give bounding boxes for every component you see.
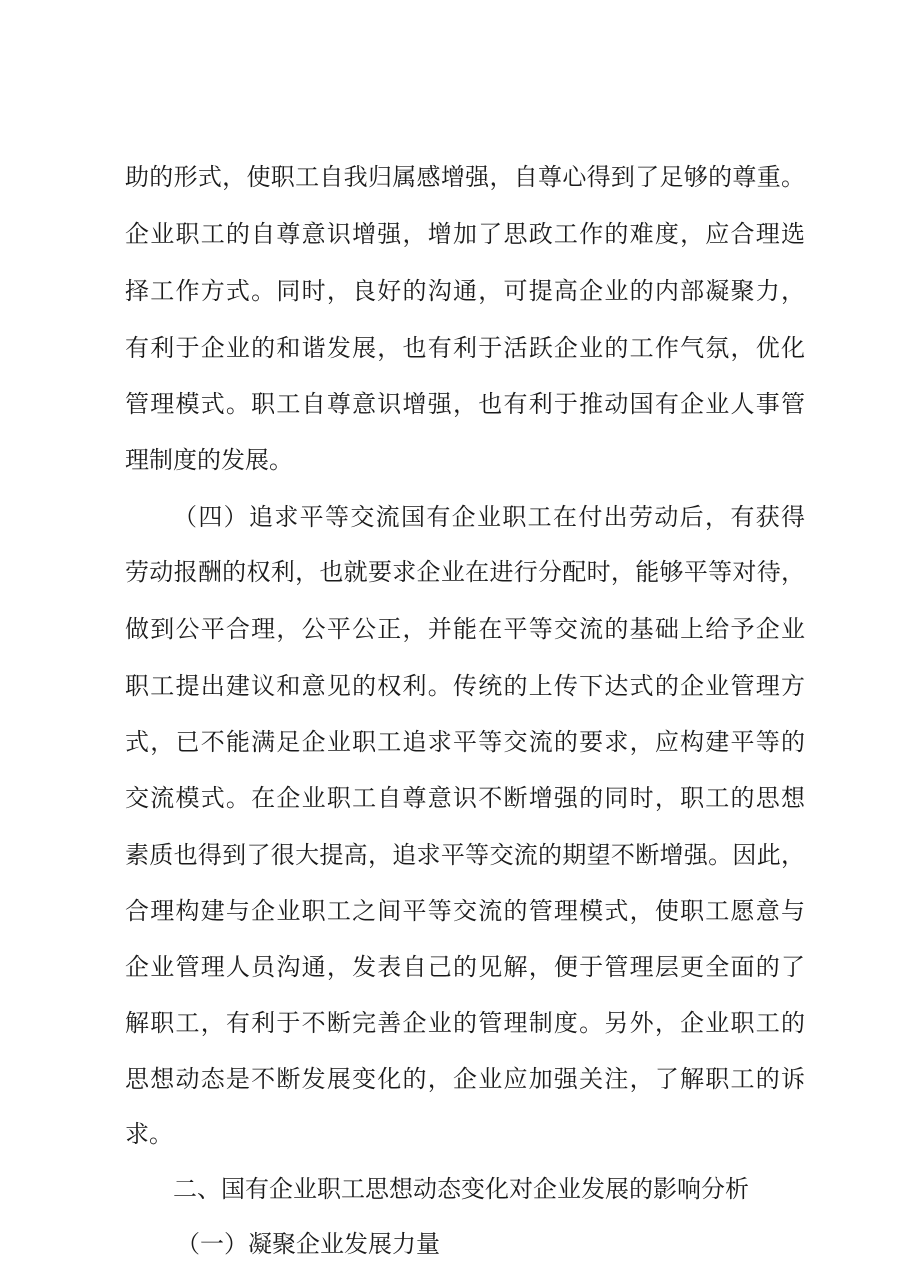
- paragraph-line: （四）追求平等交流国有企业职工在付出劳动后，有获得: [173, 503, 805, 531]
- subsection-heading: （一）凝聚企业发展力量: [176, 1230, 440, 1258]
- paragraph-line: 企业职工的自尊意识增强，增加了思政工作的难度，应合理选: [125, 220, 805, 248]
- paragraph-line: 理制度的发展。: [125, 446, 293, 474]
- paragraph-line: 做到公平合理，公平公正，并能在平等交流的基础上给予企业: [125, 615, 805, 643]
- paragraph-line: 素质也得到了很大提高，追求平等交流的期望不断增强。因此，: [125, 841, 805, 869]
- paragraph-line: 式，已不能满足企业职工追求平等交流的要求，应构建平等的: [125, 728, 805, 756]
- paragraph-line: 职工提出建议和意见的权利。传统的上传下达式的企业管理方: [125, 672, 805, 700]
- paragraph-line: 企业管理人员沟通，发表自己的见解，便于管理层更全面的了: [125, 953, 805, 981]
- paragraph-line: 有利于企业的和谐发展，也有利于活跃企业的工作气氛，优化: [125, 334, 805, 362]
- paragraph-line: 管理模式。职工自尊意识增强，也有利于推动国有企业人事管: [125, 390, 805, 418]
- paragraph-line: 交流模式。在企业职工自尊意识不断增强的同时，职工的思想: [125, 784, 805, 812]
- paragraph-line: 合理构建与企业职工之间平等交流的管理模式，使职工愿意与: [125, 897, 805, 925]
- paragraph-line: 思想动态是不断发展变化的，企业应加强关注，了解职工的诉: [125, 1065, 805, 1093]
- paragraph-line: 助的形式，使职工自我归属感增强，自尊心得到了足够的尊重。: [125, 163, 805, 191]
- paragraph-line: 择工作方式。同时，良好的沟通，可提高企业的内部凝聚力，: [125, 277, 805, 305]
- section-heading: 二、国有企业职工思想动态变化对企业发展的影响分析: [173, 1175, 749, 1203]
- paragraph-line: 求。: [125, 1120, 173, 1148]
- paragraph-line: 劳动报酬的权利，也就要求企业在进行分配时，能够平等对待，: [125, 558, 805, 586]
- paragraph-line: 解职工，有利于不断完善企业的管理制度。另外，企业职工的: [125, 1009, 805, 1037]
